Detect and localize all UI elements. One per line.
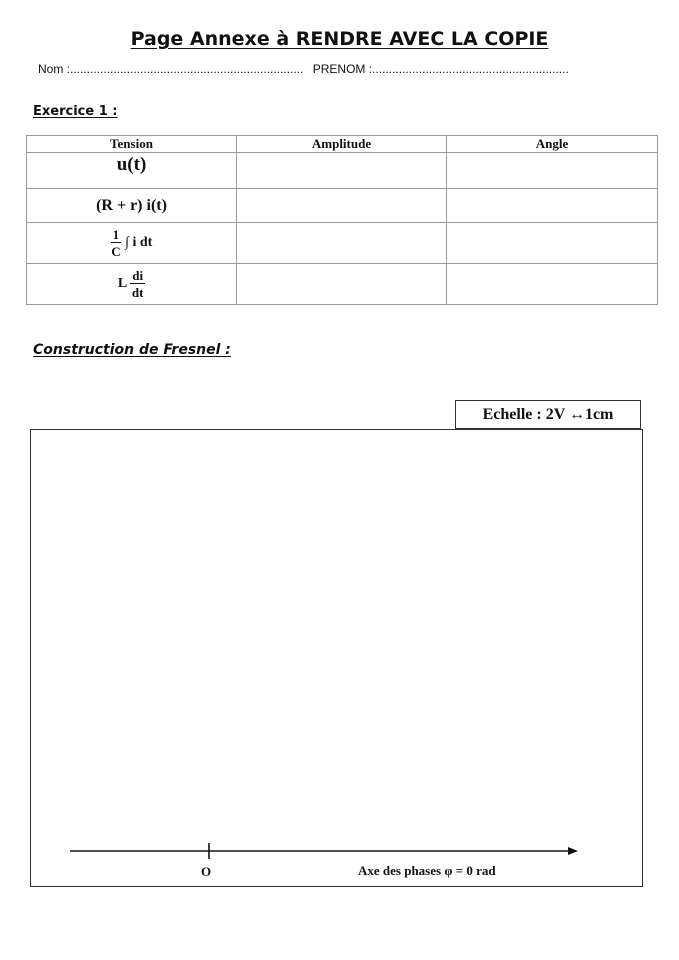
nom-label: Nom :: [38, 62, 71, 76]
tension-expr-resistor: (R + r) i(t): [27, 189, 237, 223]
scale-box: Echelle : 2V ↔1cm: [455, 400, 641, 429]
fraction-1-over-c: $\frac{1}{C}$: [111, 227, 121, 259]
arrow-right-icon: [568, 847, 578, 855]
axis-label: Axe des phases φ = 0 rad: [358, 863, 496, 878]
column-header-amplitude: Amplitude: [237, 136, 447, 153]
prenom-dots: ...........................................................: [372, 62, 569, 76]
integral-expr: ∫ i dt: [125, 235, 153, 250]
column-header-angle: Angle: [447, 136, 658, 153]
fresnel-heading: Construction de Fresnel :: [33, 342, 231, 358]
prenom-label: PRENOM :: [312, 62, 373, 76]
exercise-heading: Exercice 1 :: [33, 104, 118, 119]
origin-label: O: [201, 864, 212, 879]
inductance-symbol: L: [117, 276, 128, 291]
nom-dots: ......................................................................: [70, 62, 304, 76]
fraction-di-over-dt: $\frac{di}{dt}$: [131, 268, 144, 300]
tension-expr-ut: u(t): [27, 153, 237, 189]
page-title: Page Annexe à RENDRE AVEC LA COPIE: [130, 28, 549, 50]
column-header-tension: Tension: [27, 136, 237, 153]
